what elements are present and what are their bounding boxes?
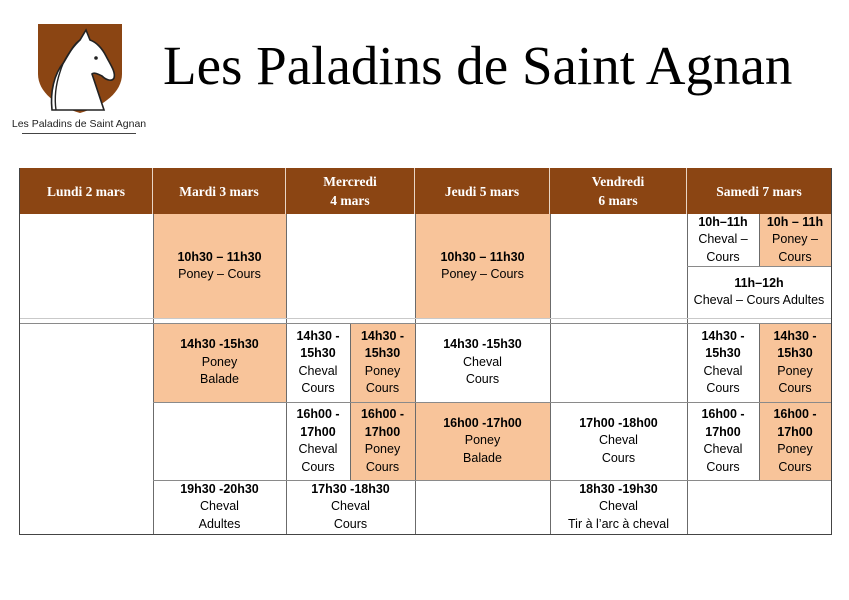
slot-samedi-14-poney: 14h30 - 15h30 Poney Cours bbox=[759, 323, 831, 402]
slot-jeudi-14: 14h30 -15h30 Cheval Cours bbox=[415, 323, 550, 402]
column-divider bbox=[415, 214, 416, 534]
slot-samedi-10-poney: 10h – 11h Poney – Cours bbox=[759, 214, 831, 266]
header-mardi: Mardi 3 mars bbox=[153, 168, 286, 214]
schedule-table bbox=[19, 168, 832, 535]
slot-mercredi-16-poney: 16h00 - 17h00 Poney Cours bbox=[350, 402, 415, 480]
slot-jeudi-morning: 10h30 – 11h30 Poney – Cours bbox=[415, 214, 550, 318]
logo-underline bbox=[22, 133, 136, 134]
slot-mercredi-17: 17h30 -18h30 Cheval Cours bbox=[286, 480, 415, 534]
column-divider bbox=[286, 214, 287, 534]
slot-mercredi-14-poney: 14h30 - 15h30 Poney Cours bbox=[350, 323, 415, 402]
slot-samedi-14-cheval: 14h30 - 15h30 Cheval Cours bbox=[687, 323, 759, 402]
slot-jeudi-16: 16h00 -17h00 Poney Balade bbox=[415, 402, 550, 480]
page-title: Les Paladins de Saint Agnan bbox=[163, 35, 793, 96]
header-samedi: Samedi 7 mars bbox=[687, 168, 831, 214]
slot-mardi-19: 19h30 -20h30 Cheval Adultes bbox=[153, 480, 286, 534]
row-divider bbox=[687, 266, 831, 267]
column-divider bbox=[153, 214, 154, 534]
slot-samedi-10-cheval: 10h–11h Cheval – Cours bbox=[687, 214, 759, 266]
header-jeudi: Jeudi 5 mars bbox=[415, 168, 550, 214]
column-divider bbox=[550, 214, 551, 534]
slot-mercredi-14-cheval: 14h30 - 15h30 Cheval Cours bbox=[286, 323, 350, 402]
header-mercredi: Mercredi 4 mars bbox=[286, 168, 415, 214]
sub-column-divider bbox=[759, 214, 760, 266]
slot-mercredi-16-cheval: 16h00 - 17h00 Cheval Cours bbox=[286, 402, 350, 480]
break-divider bbox=[20, 323, 831, 324]
break-divider bbox=[20, 318, 831, 319]
logo-text: Les Paladins de Saint Agnan bbox=[11, 118, 147, 130]
club-logo bbox=[8, 22, 150, 134]
slot-samedi-16-poney: 16h00 - 17h00 Poney Cours bbox=[759, 402, 831, 480]
column-divider bbox=[687, 214, 688, 534]
slot-vendredi-18: 18h30 -19h30 Cheval Tir à l’arc à cheval bbox=[550, 480, 687, 534]
horse-head-logo-icon bbox=[34, 22, 126, 114]
row-divider bbox=[153, 480, 831, 481]
slot-mardi-morning: 10h30 – 11h30 Poney – Cours bbox=[153, 214, 286, 318]
header-vendredi: Vendredi 6 mars bbox=[550, 168, 687, 214]
row-divider bbox=[153, 402, 831, 403]
slot-samedi-11: 11h–12h Cheval – Cours Adultes bbox=[687, 266, 831, 318]
slot-mardi-14: 14h30 -15h30 Poney Balade bbox=[153, 323, 286, 402]
header-lundi: Lundi 2 mars bbox=[20, 168, 153, 214]
slot-vendredi-17: 17h00 -18h00 Cheval Cours bbox=[550, 402, 687, 480]
slot-samedi-16-cheval: 16h00 - 17h00 Cheval Cours bbox=[687, 402, 759, 480]
